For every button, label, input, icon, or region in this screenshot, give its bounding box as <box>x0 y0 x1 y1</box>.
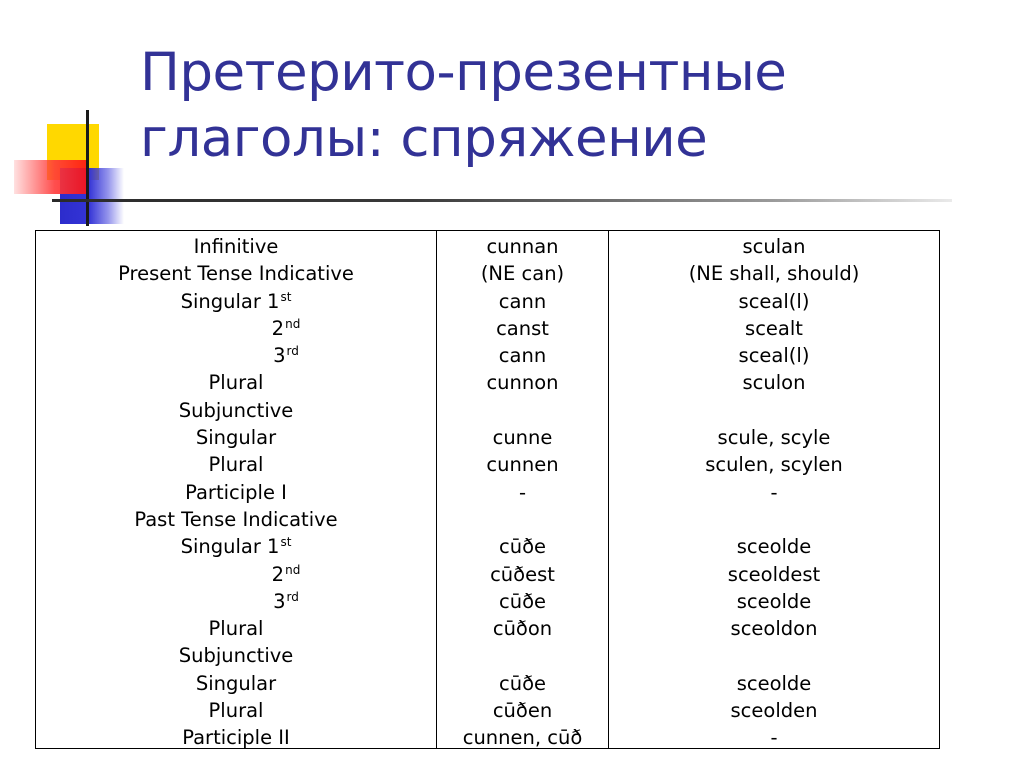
table-cell-cunnan: cunnon <box>486 371 559 395</box>
table-row-label <box>36 315 436 342</box>
table-cell-cunnan: - <box>518 480 527 504</box>
table-row-label <box>36 369 436 396</box>
row-label-text: Infinitive <box>193 235 279 258</box>
row-label-text: Present Tense Indicative <box>118 262 354 286</box>
table-cell-cunnan: cunne <box>492 426 553 450</box>
table-cell-cunnan: cūðest <box>490 562 555 586</box>
table-cell-sculan: sceolde <box>736 671 812 695</box>
table-cell-cunnan <box>437 642 608 669</box>
table-cell-cunnan: cunnen <box>486 453 559 477</box>
row-label-text: Subjunctive <box>178 644 294 668</box>
table-cell-cunnan: cūðe <box>498 535 546 559</box>
cunnan-column <box>436 231 608 748</box>
conjugation-table <box>35 230 940 749</box>
table-cell-cunnan: cūðon <box>492 617 553 641</box>
row-label-text: Participle I <box>185 480 287 504</box>
row-label-text: Subjunctive <box>178 398 294 422</box>
table-cell-sculan: sceal(l) <box>738 344 810 368</box>
table-cell-sculan: sceolde <box>736 535 812 559</box>
table-cell-sculan: - <box>770 726 778 750</box>
table-cell-cunnan: cunnen, cūð <box>462 726 583 750</box>
table-cell-sculan: sculan <box>742 235 806 258</box>
table-row-label <box>36 724 436 751</box>
table-cell-sculan: scealt <box>745 316 803 340</box>
table-cell-cunnan: cūðe <box>498 589 546 613</box>
row-label-text: 3 <box>273 344 286 368</box>
slide-title <box>140 40 786 172</box>
table-cell-cunnan: cūðen <box>492 699 553 723</box>
ordinal-suffix: nd <box>285 316 301 331</box>
table-cell-sculan <box>609 506 939 533</box>
table-row-label <box>36 697 436 724</box>
row-label-text: Singular 1 <box>180 535 280 559</box>
table-cell-sculan: sceoldon <box>730 617 818 641</box>
table-cell-cunnan: cann <box>498 289 547 313</box>
table-row-label <box>36 479 436 506</box>
slide-title-line-2: глаголы: спряжение <box>140 108 708 169</box>
row-label-text: Plural <box>208 617 264 641</box>
table-row-label <box>36 588 436 615</box>
table-cell-sculan <box>609 397 939 424</box>
ordinal-suffix: st <box>280 289 292 304</box>
sculan-column <box>608 231 939 748</box>
row-label-text: Singular 1 <box>180 289 280 313</box>
table-cell-sculan: - <box>770 480 778 504</box>
table-row-label <box>36 670 436 697</box>
table-cell-cunnan: cunnan <box>486 235 559 258</box>
table-cell-sculan: (NE shall, should) <box>688 262 860 286</box>
row-label-text: 2 <box>271 562 285 586</box>
table-row-label <box>36 533 436 560</box>
ordinal-suffix: rd <box>286 344 299 359</box>
table-cell-sculan: sculon <box>742 371 806 395</box>
row-label-text: Plural <box>208 371 264 395</box>
row-label-text: Plural <box>208 453 264 477</box>
table-row-label <box>36 506 436 533</box>
table-row-label <box>36 642 436 669</box>
table-cell-sculan: sceoldest <box>727 562 821 586</box>
table-cell-sculan: sculen, scylen <box>705 453 843 477</box>
table-cell-cunnan: cūðe <box>498 671 546 695</box>
row-label-text: Singular <box>195 426 277 450</box>
row-label-text: 3 <box>273 589 286 613</box>
slide-title-line-1: Претерито-презентные <box>140 42 787 103</box>
decor-horizontal-line <box>52 199 952 202</box>
ordinal-suffix: nd <box>285 562 301 577</box>
decor-red-bar <box>14 160 88 194</box>
table-row-label <box>36 233 436 260</box>
table-cell-cunnan <box>437 506 608 533</box>
ordinal-suffix: rd <box>286 589 299 604</box>
decor-vertical-line <box>86 110 89 226</box>
row-label-text: Past Tense Indicative <box>134 507 338 531</box>
table-cell-sculan: scule, scyle <box>717 426 831 450</box>
row-label-text: 2 <box>271 316 285 340</box>
row-label-text: Plural <box>208 699 264 723</box>
table-row-label <box>36 561 436 588</box>
labels-column <box>36 231 436 748</box>
table-row-label <box>36 342 436 369</box>
table-cell-cunnan <box>437 397 608 424</box>
table-cell-cunnan: cann <box>498 344 547 368</box>
table-cell-cunnan: canst <box>496 316 549 340</box>
table-cell-sculan: sceal(l) <box>738 289 810 313</box>
table-cell-sculan: sceolden <box>730 699 818 723</box>
table-row-label <box>36 424 436 451</box>
table-cell-cunnan: (NE can) <box>480 262 565 286</box>
ordinal-suffix: st <box>280 535 292 550</box>
table-row-label <box>36 397 436 424</box>
table-row-label <box>36 615 436 642</box>
table-row-label <box>36 288 436 315</box>
row-label-text: Singular <box>195 671 277 695</box>
table-cell-sculan <box>609 642 939 669</box>
table-row-label <box>36 451 436 478</box>
table-cell-sculan: sceolde <box>736 589 812 613</box>
row-label-text: Participle II <box>182 726 290 750</box>
table-row-label <box>36 260 436 287</box>
